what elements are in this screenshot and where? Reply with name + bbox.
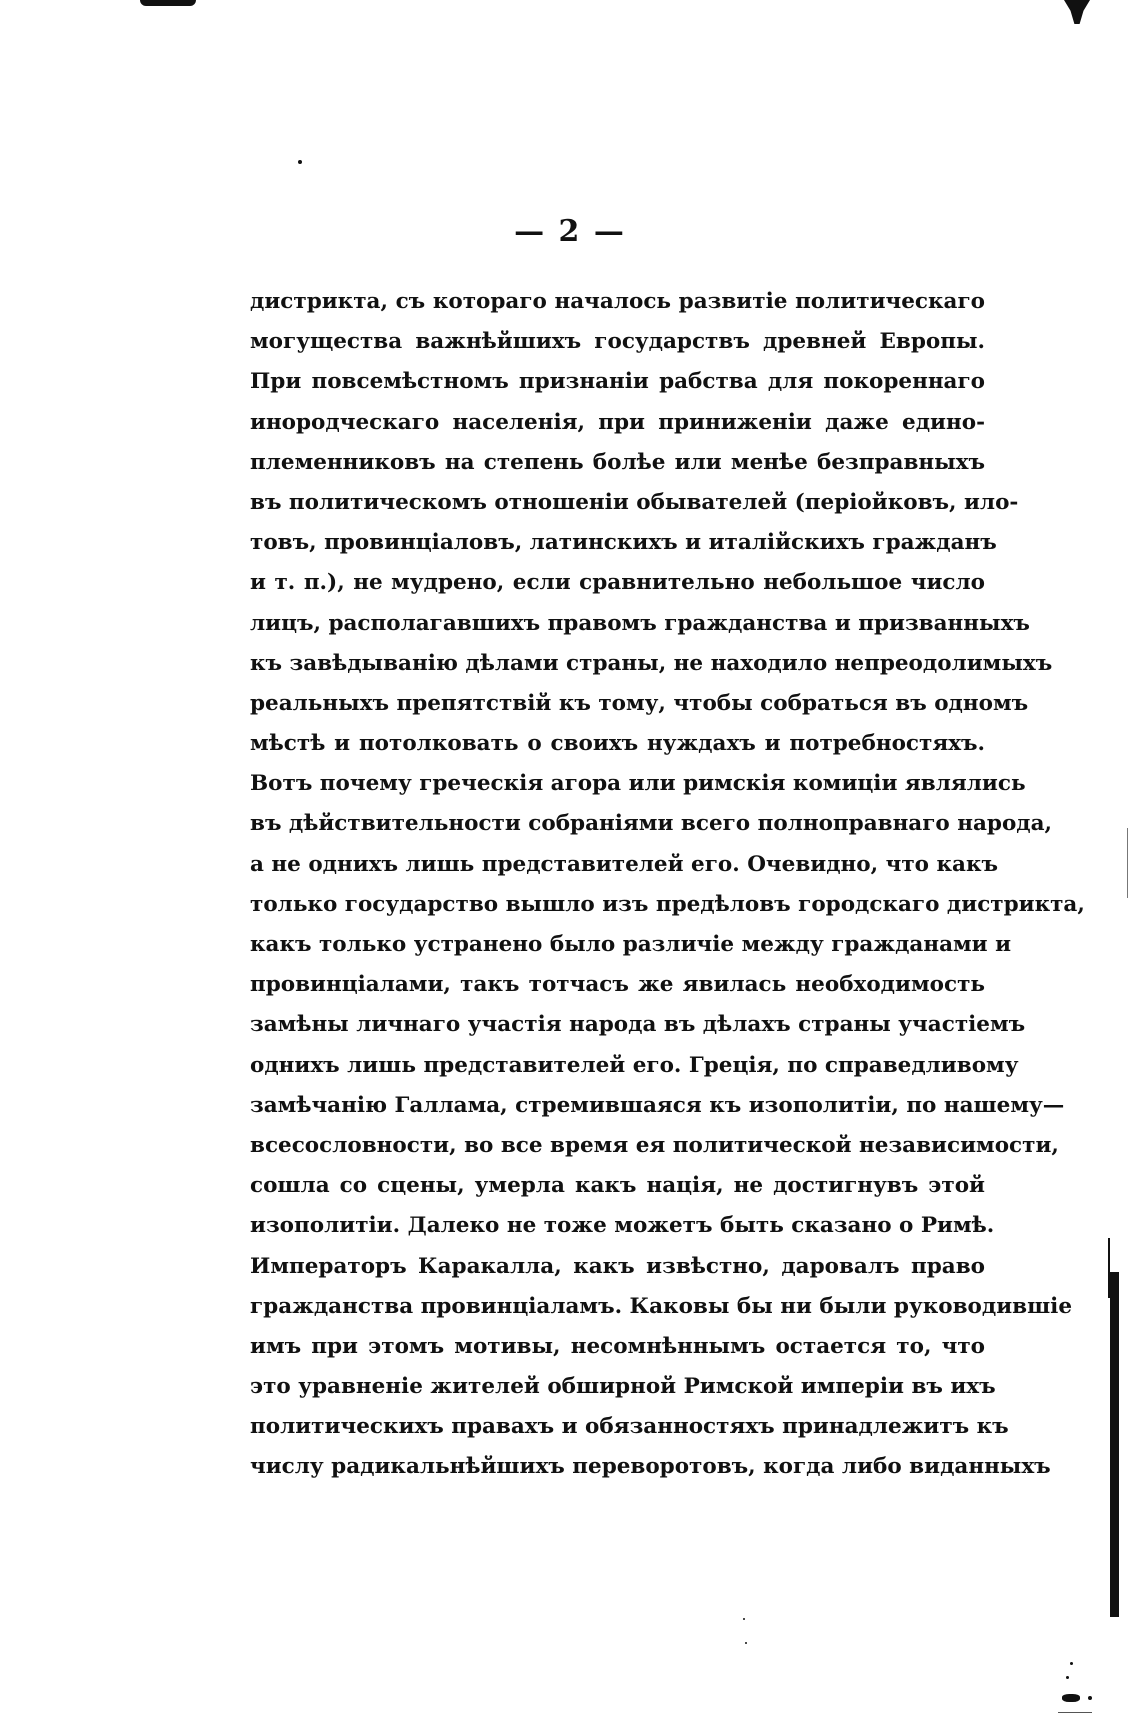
text-line: имъ при этомъ мотивы, несомнѣннымъ остается то, что <box>250 1333 985 1359</box>
text-line: замѣчанію Галлама, стремившаяся къ изополитіи, по нашему— <box>250 1092 1065 1118</box>
text-line: это уравненіе жителей обширной Римской имперіи въ ихъ <box>250 1374 996 1400</box>
text-line: провинціалами, такъ тотчасъ же явилась необходимость <box>250 972 985 998</box>
text-line: однихъ лишь представителей его. Греція, по справедливому <box>250 1052 1019 1078</box>
text-line: Вотъ почему греческія агора или римскія комиціи являлись <box>250 771 1026 797</box>
text-line: реальныхъ препятствій къ тому, чтобы собраться въ одномъ <box>250 690 1029 716</box>
text-line: мѣстѣ и потолковать о своихъ нуждахъ и потребностяхъ. <box>250 731 985 757</box>
text-line: дистрикта, съ котораго началось развитіе политическаго <box>250 289 985 314</box>
text-line: политическихъ правахъ и обязанностяхъ принадлежитъ къ <box>250 1414 1009 1440</box>
text-line: числу радикальнѣйшихъ переворотовъ, когда либо виданныхъ <box>250 1454 1051 1480</box>
text-line: только государство вышло изъ предѣловъ городскаго дистрикта, <box>250 891 1085 917</box>
text-line: При повсемѣстномъ признаніи рабства для покореннаго <box>250 369 985 395</box>
text-line: всесословности, во все время ея политической независимости, <box>250 1132 1059 1158</box>
body-text <box>250 282 1085 1488</box>
scan-blot <box>1062 1694 1080 1702</box>
scan-line <box>1058 1712 1092 1713</box>
text-line: лицъ, располагавшихъ правомъ гражданства и призванныхъ <box>250 610 1030 636</box>
text-line: Императоръ Каракалла, какъ извѣстно, даровалъ право <box>250 1253 985 1279</box>
text-line: замѣны личнаго участія народа въ дѣлахъ страны участіемъ <box>250 1012 1026 1038</box>
scan-dot <box>1088 1696 1092 1700</box>
text-line: могущества важнѣйшихъ государствъ древней Европы. <box>250 329 985 355</box>
page-number: — 2 — <box>514 214 626 249</box>
scan-mark <box>1064 0 1090 24</box>
scan-smudge <box>140 0 196 6</box>
text-line: какъ только устранено было различіе между гражданами и <box>250 932 1012 957</box>
text-line: а не однихъ лишь представителей его. Очевидно, что какъ <box>250 851 998 877</box>
scan-dot <box>1070 1662 1073 1665</box>
text-line: племенниковъ на степень болѣе или менѣе безправныхъ <box>250 449 985 475</box>
scan-edge-line <box>1127 828 1128 898</box>
scan-dot <box>1066 1676 1069 1679</box>
text-line: инородческаго населенія, при приниженіи даже едино- <box>250 409 985 435</box>
text-line: гражданства провинціаламъ. Каковы бы ни были руководившіе <box>250 1293 1073 1319</box>
text-line: въ политическомъ отношеніи обывателей (періойковъ, ило- <box>250 489 1019 515</box>
scan-dot <box>298 160 302 164</box>
text-line: изополитіи. Далеко не тоже можетъ быть сказано о Римѣ. <box>250 1213 995 1239</box>
text-line: и т. п.), не мудрено, если сравнительно небольшое число <box>250 570 985 596</box>
text-line: въ дѣйствительности собраніями всего полноправнаго народа, <box>250 811 1053 837</box>
scan-margin-bar <box>1110 1272 1119 1617</box>
text-line: сошла со сцены, умерла какъ нація, не достигнувъ этой <box>250 1173 985 1199</box>
scan-dot <box>745 1642 747 1644</box>
text-line: къ завѣдыванію дѣлами страны, не находило непреодолимыхъ <box>250 650 1053 676</box>
text-line: товъ, провинціаловъ, латинскихъ и италійскихъ гражданъ <box>250 530 997 556</box>
scan-dot <box>743 1618 745 1620</box>
